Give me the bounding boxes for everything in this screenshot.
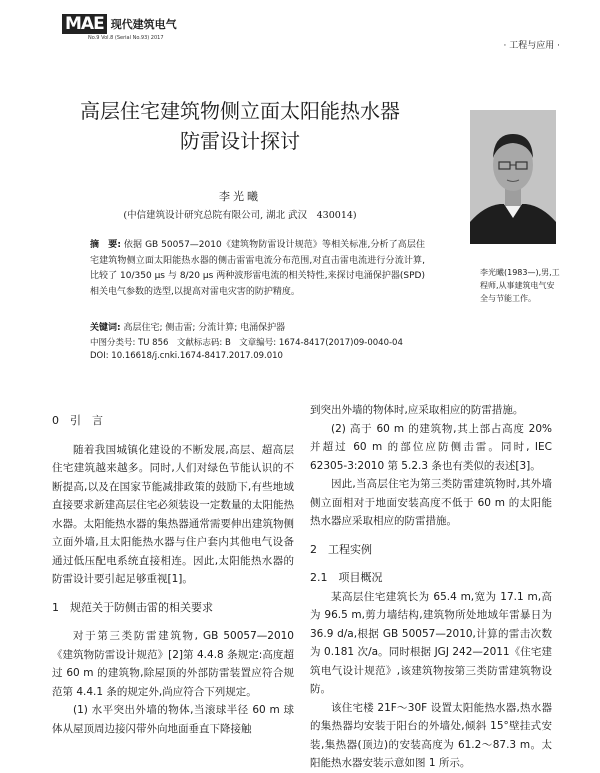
- doi-line: DOI: 10.16618/j.cnki.1674-8417.2017.09.010: [90, 351, 283, 361]
- journal-name: 现代建筑电气: [110, 18, 177, 31]
- section-heading: 2 工程实例: [310, 542, 372, 556]
- abstract: [90, 238, 425, 300]
- subsection-heading: 2.1 项目概况: [310, 571, 383, 584]
- paragraph: 对于第三类防雷建筑物, GB 50057—2010《建筑物防雷设计规范》[2]第 4.4.8 条规定:高度超过 60 m 的建筑物,除屋顶的外部防雷装置应符合规范第 4.4.1 条的规定外,尚应符合下列规定。: [52, 630, 294, 698]
- abstract-text: 依据 GB 50057—2010《建筑物防雷设计规范》等相关标准,分析了高层住宅建筑物侧立面太阳能热水器的侧击雷雷电流分布范围,对直击雷电流进行分流计算,比较了 10/350 μs 与 8/20 μs 两种波形雷电流的相关特性,来探讨电涌保护器(SPD)相关电气参数的选型,以提高对雷电灾害的防护精度。: [90, 240, 425, 297]
- section-heading: 0 引 言: [52, 414, 103, 427]
- author-affiliation: (中信建筑设计研究总院有限公司, 湖北 武汉 430014): [123, 210, 357, 221]
- paragraph: (2) 高于 60 m 的建筑物,其上部占高度 20% 并超过 60 m 的部位应防侧击雷。同时, IEC 62305-3:2010 第 5.2.3 条也有类似的表述[3]。: [310, 422, 552, 472]
- keywords: [90, 320, 450, 333]
- author-photo: [470, 110, 556, 244]
- journal-logo-mark: MAE: [62, 14, 107, 34]
- author-bio: 李光曦(1983—),男,工程师,从事建筑电气安全与节能工作。: [480, 268, 560, 303]
- journal-logo: [62, 14, 177, 34]
- title-line-2: 防雷设计探讨: [180, 129, 300, 153]
- abstract-label: 摘 要:: [90, 240, 121, 250]
- paragraph: 随着我国城镇化建设的不断发展,高层、超高层住宅建筑越来越多。同时,人们对绿色节能认识的不断提高,以及在国家节能减排政策的鼓励下,有些地域直接要求新建高层住宅必须装设一定数量的太阳能热水器。太阳能热水器的集热器通常需要伸出建筑物侧立面外墙,且太阳能热水器与住户套内其他电气设备通过低压配电系统直接相连。因此,太阳能热水器的防雷设计要引起足够重视[1]。: [52, 443, 294, 585]
- paragraph: 因此,当高层住宅为第三类防雷建筑物时,其外墙侧立面相对于地面安装高度不低于 60 m 的太阳能热水器应采取相应的防雷措施。: [310, 478, 552, 527]
- section-heading: 1 规范关于防侧击雷的相关要求: [52, 600, 213, 614]
- keywords-label: 关键词:: [90, 323, 121, 333]
- body-column-right: [310, 401, 552, 773]
- classification-line: 中图分类号: TU 856 文献标志码: B 文章编号: 1674-8417(2017)09-0040-04: [90, 338, 403, 348]
- section-tag: · 工程与应用 ·: [503, 41, 560, 51]
- paragraph: (1) 水平突出外墙的物体,当滚球半径 60 m 球体从屋顶周边接闪带外向地面垂直下降接触: [52, 704, 294, 735]
- journal-issue: No.9 Vol.8 (Serial No.93) 2017: [88, 35, 164, 41]
- paragraph: 该住宅楼 21F～30F 设置太阳能热水器,热水器的集热器均安装于阳台的外墙处,倾斜 15°壁挂式安装,集热器(顶边)的安装高度为 61.2～87.3 m。太阳能热水器安装示意如图 1 所示。: [310, 701, 552, 769]
- keywords-text: 高层住宅; 侧击雷; 分流计算; 电涌保护器: [123, 323, 286, 333]
- body-column-left: [52, 412, 294, 738]
- author-portrait-icon: [470, 110, 556, 244]
- author-name: 李光曦: [219, 190, 261, 203]
- paragraph: 到突出外墙的物体时,应采取相应的防雷措施。: [310, 404, 524, 416]
- paragraph: 某高层住宅建筑长为 65.4 m,宽为 17.1 m,高为 96.5 m,剪力墙结构,建筑物所处地域年雷暴日为 36.9 d/a,根据 GB 50057—2010,计算的雷击次数为 0.181 次/a。同时根据 JGJ 242—2011《住宅建筑电气设计规范》,该建筑物按第三类防雷建筑物设防。: [310, 590, 552, 695]
- article-title: [40, 96, 440, 156]
- title-line-1: 高层住宅建筑物侧立面太阳能热水器: [80, 99, 400, 123]
